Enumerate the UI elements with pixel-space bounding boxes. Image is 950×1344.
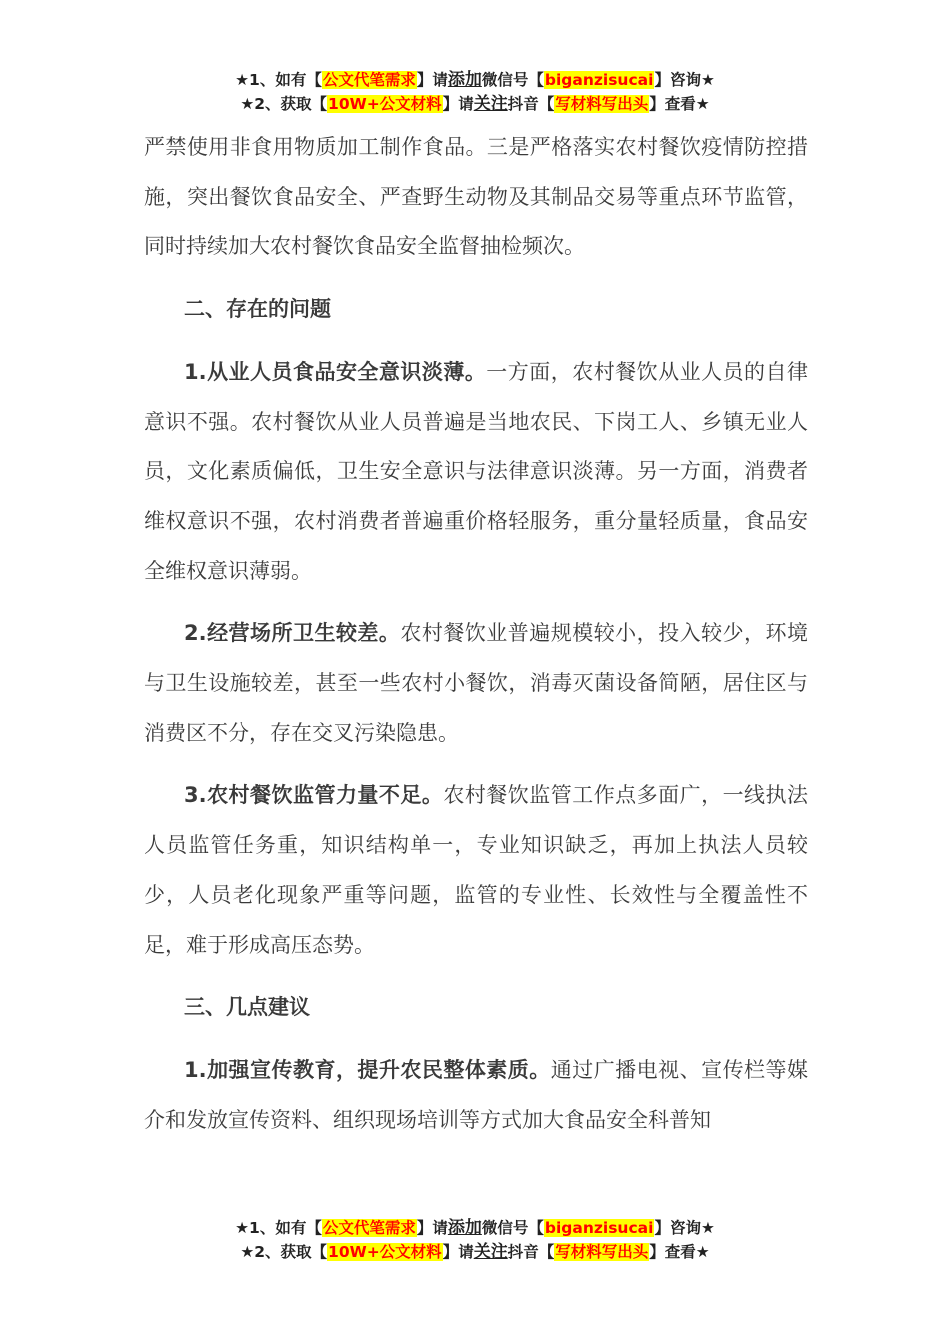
section-heading-suggestions: 三、几点建议 [184,995,310,1020]
paragraph-lead: 1.加强宣传教育，提升农民整体素质。 [184,1057,551,1082]
paragraph-problem-2: 2.经营场所卫生较差。农村餐饮业普遍规模较小，投入较少，环境与卫生设施较差，甚至一些农村小餐饮，消毒灭菌设备简陋，居住区与消费区不分，存在交叉污染隐患。 [144,621,809,745]
document-body [144,123,808,1158]
paragraph-problem-3: 3.农村餐饮监管力量不足。农村餐饮监管工作点多面广，一线执法人员监管任务重，知识结构单一，专业知识缺乏，再加上执法人员较少，人员老化现象严重等问题，监管的专业性、长效性与全覆盖性不足，难于形成高压态势。 [144,783,809,957]
highlight-douyin: 写材料写出头 [555,95,649,113]
banner-line-1: ★1、如有【公文代笔需求】请添加微信号【biganzisucai】咨询★ [235,1218,715,1238]
paragraph-lead: 2.经营场所卫生较差。 [184,621,401,646]
banner-line-1: ★1、如有【公文代笔需求】请添加微信号【biganzisucai】咨询★ [235,70,715,90]
highlight-materials: 10W+公文材料 [328,95,442,113]
highlight-wechat-id: biganzisucai [544,1219,654,1237]
footer-banner [0,1216,950,1264]
paragraph-lead: 3.农村餐饮监管力量不足。 [184,783,444,808]
section-heading-problems: 二、存在的问题 [184,297,331,322]
banner-line-2: ★2、获取【10W+公文材料】请关注抖音【写材料写出头】查看★ [240,94,710,114]
header-banner [0,68,950,116]
paragraph-lead: 1.从业人员食品安全意识淡薄。 [184,359,487,384]
paragraph-suggestion-1: 1.加强宣传教育，提升农民整体素质。通过广播电视、宣传栏等媒介和发放宣传资料、组织现场培训等方式加大食品安全科普知 [144,1057,809,1132]
intro-paragraph: 严禁使用非食用物质加工制作食品。三是严格落实农村餐饮疫情防控措施，突出餐饮食品安全、严查野生动物及其制品交易等重点环节监管，同时持续加大农村餐饮食品安全监督抽检频次。 [144,135,808,259]
highlight-service: 公文代笔需求 [322,71,416,89]
highlight-materials: 10W+公文材料 [328,1243,442,1261]
highlight-wechat-id: biganzisucai [544,71,654,89]
highlight-service: 公文代笔需求 [322,1219,416,1237]
banner-line-2: ★2、获取【10W+公文材料】请关注抖音【写材料写出头】查看★ [240,1242,710,1262]
paragraph-problem-1: 1.从业人员食品安全意识淡薄。一方面，农村餐饮从业人员的自律意识不强。农村餐饮从业人员普遍是当地农民、下岗工人、乡镇无业人员，文化素质偏低，卫生安全意识与法律意识淡薄。另一方面，消费者维权意识不强，农村消费者普遍重价格轻服务，重分量轻质量，食品安全维权意识薄弱。 [144,359,808,583]
highlight-douyin: 写材料写出头 [555,1243,649,1261]
